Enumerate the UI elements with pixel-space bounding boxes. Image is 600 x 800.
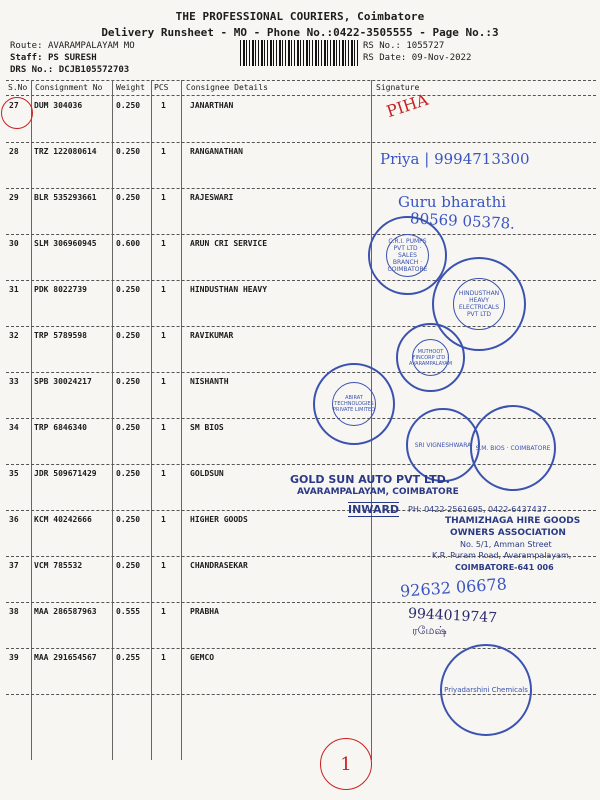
company-stamp-34a bbox=[406, 408, 480, 482]
runsheet-title: Delivery Runsheet - MO - Phone No.:0422-3505555 - Page No.:3 bbox=[101, 26, 499, 39]
cell-sno: 30 bbox=[9, 239, 19, 248]
cell-consignee: JANARTHAN bbox=[190, 101, 234, 110]
cell-sno: 28 bbox=[9, 147, 19, 156]
rs-no-value: 1055727 bbox=[406, 41, 445, 51]
stamp-36-phone: PH: 0422-2561695, 0422-6437437 bbox=[408, 505, 547, 514]
cell-weight: 0.250 bbox=[116, 285, 141, 294]
cell-sno: 38 bbox=[9, 607, 19, 616]
cell-weight: 0.250 bbox=[116, 561, 141, 570]
stamp-34b-text: S.M. BIOS · COIMBATORE bbox=[475, 444, 551, 452]
column-header-weight: Weight bbox=[116, 83, 145, 92]
cell-pcs: 1 bbox=[161, 377, 166, 386]
cell-pcs: 1 bbox=[161, 469, 166, 478]
cell-weight: 0.555 bbox=[116, 607, 141, 616]
company-stamp-34b bbox=[470, 405, 556, 491]
company-stamp-33 bbox=[313, 363, 395, 445]
cell-consignee: GEMCO bbox=[190, 653, 215, 662]
header-rule bbox=[6, 95, 596, 96]
cell-weight: 0.250 bbox=[116, 331, 141, 340]
stamp-36-road: K.R. Puram Road, Avarampalayam, bbox=[432, 551, 572, 560]
cell-sno: 32 bbox=[9, 331, 19, 340]
column-divider bbox=[181, 80, 182, 760]
column-divider bbox=[31, 80, 32, 760]
rs-date-line bbox=[363, 53, 471, 63]
stamp-32-text: MUTHOOT FINCORP LTD · AVARAMPALAYAM bbox=[412, 339, 450, 377]
cell-sno: 35 bbox=[9, 469, 19, 478]
cell-consignment: TRZ 122080614 bbox=[34, 147, 97, 156]
cell-weight: 0.250 bbox=[116, 147, 141, 156]
cell-consignee: RANGANATHAN bbox=[190, 147, 243, 156]
stamp-34a-text: SRI VIGNESHWARA bbox=[414, 441, 472, 449]
column-header-sno: S.No bbox=[8, 83, 28, 92]
stamp-36-street: No. 5/1, Amman Street bbox=[460, 540, 552, 549]
cell-consignment: DUM 304036 bbox=[34, 101, 83, 110]
stamp-31-text: HINDUSTHAN HEAVY ELECTRICALS PVT LTD bbox=[453, 278, 505, 330]
column-header-consignee: Consignee Details bbox=[186, 83, 268, 92]
cell-weight: 0.250 bbox=[116, 101, 141, 110]
page-count-mark: 1 bbox=[320, 738, 372, 790]
row-divider bbox=[6, 372, 596, 373]
cell-weight: 0.250 bbox=[116, 515, 141, 524]
stamp-35-name: GOLD SUN AUTO PVT LTD. bbox=[290, 473, 450, 486]
cell-pcs: 1 bbox=[161, 193, 166, 202]
cell-sno: 27 bbox=[9, 101, 19, 110]
cell-consignment: MAA 291654567 bbox=[34, 653, 97, 662]
staff-label: Staff: bbox=[10, 53, 43, 63]
cell-pcs: 1 bbox=[161, 561, 166, 570]
column-header-consignment: Consignment No bbox=[35, 83, 103, 92]
staff-value: PS SURESH bbox=[47, 53, 97, 63]
column-header-signature: Signature bbox=[376, 83, 420, 92]
barcode-graphic bbox=[240, 40, 358, 66]
cell-pcs: 1 bbox=[161, 331, 166, 340]
cell-consignee: RAJESWARI bbox=[190, 193, 234, 202]
row-divider bbox=[6, 234, 596, 235]
cell-consignment: TRP 5789598 bbox=[34, 331, 87, 340]
stamp-35-inward: INWARD bbox=[348, 503, 400, 516]
cell-consignee: CHANDRASEKAR bbox=[190, 561, 248, 570]
staff-line bbox=[10, 53, 97, 63]
route-line bbox=[10, 41, 135, 51]
cell-sno: 29 bbox=[9, 193, 19, 202]
cell-consignment: KCM 40242666 bbox=[34, 515, 92, 524]
cell-sno: 34 bbox=[9, 423, 19, 432]
cell-pcs: 1 bbox=[161, 653, 166, 662]
company-stamp-39 bbox=[440, 644, 532, 736]
cell-weight: 0.600 bbox=[116, 239, 141, 248]
cell-sno: 33 bbox=[9, 377, 19, 386]
rs-no-line bbox=[363, 41, 444, 51]
company-stamp-30 bbox=[368, 216, 447, 295]
row-divider bbox=[6, 602, 596, 603]
cell-consignment: JDR 509671429 bbox=[34, 469, 97, 478]
cell-consignment: PDK 8022739 bbox=[34, 285, 87, 294]
cell-weight: 0.250 bbox=[116, 193, 141, 202]
cell-pcs: 1 bbox=[161, 607, 166, 616]
cell-pcs: 1 bbox=[161, 147, 166, 156]
cell-consignment: MAA 286587963 bbox=[34, 607, 97, 616]
cell-consignee: ARUN CRI SERVICE bbox=[190, 239, 268, 248]
company-stamp-32 bbox=[396, 323, 465, 392]
stamp-36-name: THAMIZHAGA HIRE GOODS bbox=[445, 516, 581, 526]
signature-37: 92632 06678 bbox=[399, 574, 508, 601]
table-top-rule bbox=[6, 80, 596, 81]
cell-pcs: 1 bbox=[161, 101, 166, 110]
row-divider bbox=[6, 142, 596, 143]
cell-sno: 31 bbox=[9, 285, 19, 294]
cell-consignee: HIGHER GOODS bbox=[190, 515, 248, 524]
route-value: AVARAMPALAYAM MO bbox=[47, 41, 135, 51]
cell-consignment: SPB 30024217 bbox=[34, 377, 92, 386]
cell-consignment: BLR 535293661 bbox=[34, 193, 97, 202]
stamp-39-text: Priyadarshini Chemicals bbox=[444, 686, 528, 694]
signature-28: Priya | 9994713300 bbox=[380, 150, 530, 168]
cell-pcs: 1 bbox=[161, 285, 166, 294]
stamp-30-text: C.R.I. PUMPS PVT LTD · SALES BRANCH · COIMBATORE bbox=[386, 234, 429, 277]
red-circle-mark bbox=[1, 97, 33, 129]
route-label: Route: bbox=[10, 41, 43, 51]
cell-sno: 36 bbox=[9, 515, 19, 524]
column-divider bbox=[112, 80, 113, 760]
row-divider bbox=[6, 188, 596, 189]
cell-weight: 0.250 bbox=[116, 469, 141, 478]
cell-consignment: SLM 306960945 bbox=[34, 239, 97, 248]
stamp-36-association: OWNERS ASSOCIATION bbox=[450, 528, 566, 538]
rs-no-label: RS No.: bbox=[363, 41, 401, 51]
drs-label: DRS No.: bbox=[10, 65, 54, 75]
drs-line bbox=[10, 65, 129, 75]
signature-38-name: ரமேஷ் bbox=[412, 624, 447, 637]
rs-date-value: 09-Nov-2022 bbox=[411, 53, 472, 63]
cell-sno: 37 bbox=[9, 561, 19, 570]
stamp-33-text: ABIRAT TECHNOLOGIES PRIVATE LIMITED bbox=[332, 382, 377, 427]
cell-consignment: TRP 6846340 bbox=[34, 423, 87, 432]
signature-29-name: Guru bharathi bbox=[398, 193, 507, 211]
cell-pcs: 1 bbox=[161, 423, 166, 432]
cell-weight: 0.250 bbox=[116, 423, 141, 432]
signature-27: PIHA bbox=[384, 89, 431, 122]
cell-consignee: RAVIKUMAR bbox=[190, 331, 234, 340]
cell-consignee: SM BIOS bbox=[190, 423, 224, 432]
cell-pcs: 1 bbox=[161, 515, 166, 524]
column-divider bbox=[151, 80, 152, 760]
cell-consignee: PRABHA bbox=[190, 607, 219, 616]
cell-consignee: NISHANTH bbox=[190, 377, 229, 386]
cell-consignee: GOLDSUN bbox=[190, 469, 224, 478]
cell-weight: 0.255 bbox=[116, 653, 141, 662]
column-header-pcs: PCS bbox=[154, 83, 169, 92]
signature-29-phone: 80569 05378. bbox=[409, 209, 516, 233]
stamp-35-address: AVARAMPALAYAM, COIMBATORE bbox=[297, 487, 459, 497]
cell-consignee: HINDUSTHAN HEAVY bbox=[190, 285, 268, 294]
cell-consignment: VCM 785532 bbox=[34, 561, 83, 570]
rs-date-label: RS Date: bbox=[363, 53, 407, 63]
company-title: THE PROFESSIONAL COURIERS, Coimbatore bbox=[175, 10, 425, 23]
cell-sno: 39 bbox=[9, 653, 19, 662]
cell-weight: 0.250 bbox=[116, 377, 141, 386]
signature-38-phone: 9944019747 bbox=[407, 605, 498, 627]
stamp-36-city: COIMBATORE-641 006 bbox=[455, 563, 554, 572]
drs-value: DCJB105572703 bbox=[58, 65, 130, 75]
cell-pcs: 1 bbox=[161, 239, 166, 248]
